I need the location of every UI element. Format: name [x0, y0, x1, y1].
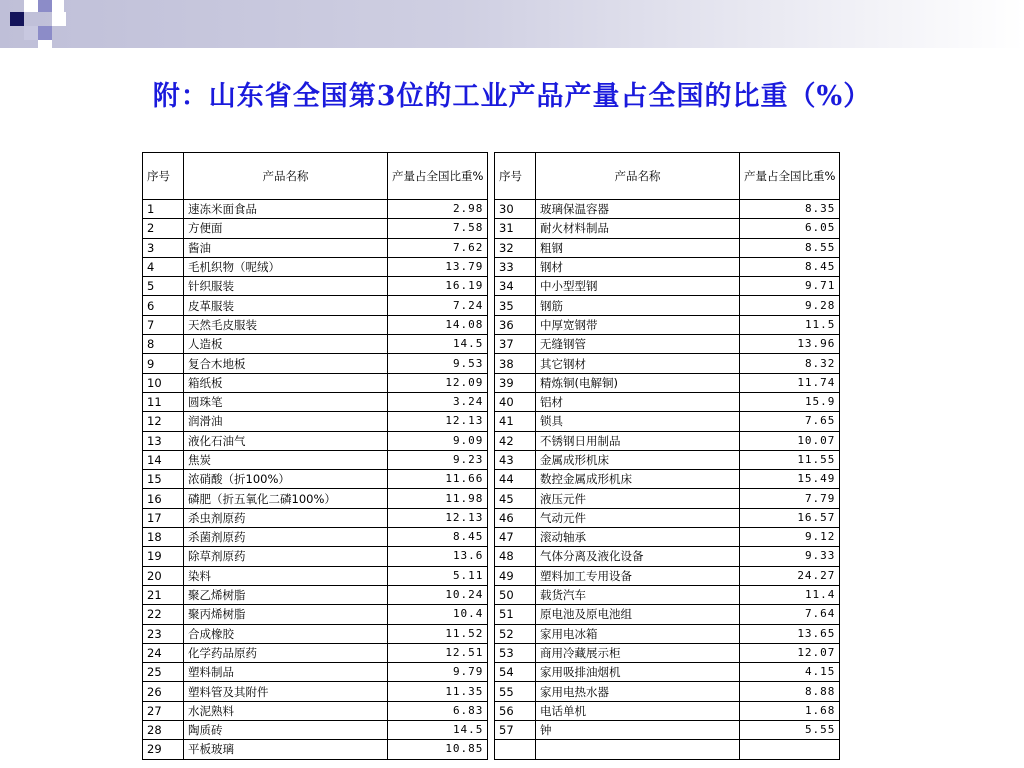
product-name: 中厚宽钢带 — [536, 315, 740, 334]
row-number: 19 — [143, 547, 184, 566]
product-name: 气体分离及液化设备 — [536, 547, 740, 566]
share-value: 12.13 — [388, 412, 488, 431]
product-name: 家用电冰箱 — [536, 624, 740, 643]
row-number: 46 — [495, 508, 536, 527]
product-name: 塑料加工专用设备 — [536, 566, 740, 585]
product-name: 聚丙烯树脂 — [184, 605, 388, 624]
share-value: 5.11 — [388, 566, 488, 585]
table-row — [143, 450, 488, 469]
row-number: 23 — [143, 624, 184, 643]
product-name: 耐火材料制品 — [536, 219, 740, 238]
table-row — [143, 373, 488, 392]
table-row — [143, 470, 488, 489]
table-header-row — [143, 153, 488, 200]
share-value: 16.19 — [388, 277, 488, 296]
table-row — [495, 335, 840, 354]
table-row — [143, 257, 488, 276]
table-row — [143, 566, 488, 585]
row-number: 53 — [495, 643, 536, 662]
table-row — [495, 566, 840, 585]
share-value: 13.65 — [740, 624, 840, 643]
header-gradient-bar — [0, 0, 1024, 48]
row-number: 34 — [495, 277, 536, 296]
share-value — [740, 740, 840, 759]
table-row — [143, 528, 488, 547]
share-value: 3.24 — [388, 392, 488, 411]
product-name: 家用电热水器 — [536, 682, 740, 701]
share-value: 11.5 — [740, 315, 840, 334]
decor-square-mid2 — [38, 26, 52, 40]
share-value: 7.58 — [388, 219, 488, 238]
table-row — [143, 335, 488, 354]
row-number: 29 — [143, 740, 184, 759]
product-name: 人造板 — [184, 335, 388, 354]
share-value: 24.27 — [740, 566, 840, 585]
decor-square-mid — [38, 0, 52, 12]
row-number: 9 — [143, 354, 184, 373]
product-name: 粗钢 — [536, 238, 740, 257]
table-row — [143, 489, 488, 508]
product-name: 金属成形机床 — [536, 450, 740, 469]
table-row — [143, 277, 488, 296]
row-number: 22 — [143, 605, 184, 624]
table-row — [143, 315, 488, 334]
row-number: 50 — [495, 585, 536, 604]
row-number: 1 — [143, 200, 184, 219]
share-value: 15.49 — [740, 470, 840, 489]
table-row — [495, 277, 840, 296]
row-number: 20 — [143, 566, 184, 585]
share-value: 8.55 — [740, 238, 840, 257]
decor-square-white — [24, 0, 38, 12]
product-name: 原电池及原电池组 — [536, 605, 740, 624]
share-value: 13.79 — [388, 257, 488, 276]
share-value: 9.28 — [740, 296, 840, 315]
share-value: 11.98 — [388, 489, 488, 508]
table-row — [143, 431, 488, 450]
share-value: 11.35 — [388, 682, 488, 701]
row-number: 52 — [495, 624, 536, 643]
product-name: 杀菌剂原药 — [184, 528, 388, 547]
share-value: 10.4 — [388, 605, 488, 624]
table-row — [143, 721, 488, 740]
share-value: 9.23 — [388, 450, 488, 469]
row-number: 8 — [143, 335, 184, 354]
table-row — [143, 219, 488, 238]
table-row — [495, 643, 840, 662]
table-row — [143, 392, 488, 411]
row-number: 54 — [495, 663, 536, 682]
table-row — [495, 740, 840, 759]
share-value: 10.24 — [388, 585, 488, 604]
decor-square-dark — [10, 12, 24, 26]
decor-square-white3 — [52, 12, 66, 26]
decor-square-light — [24, 26, 38, 40]
decor-square-white2 — [52, 0, 64, 12]
product-name: 水泥熟料 — [184, 701, 388, 720]
share-value: 12.13 — [388, 508, 488, 527]
product-name: 复合木地板 — [184, 354, 388, 373]
table-row — [495, 489, 840, 508]
table-row — [495, 450, 840, 469]
share-value: 11.55 — [740, 450, 840, 469]
product-name: 圆珠笔 — [184, 392, 388, 411]
table-row — [495, 373, 840, 392]
share-value: 9.09 — [388, 431, 488, 450]
row-number: 44 — [495, 470, 536, 489]
table-row — [495, 701, 840, 720]
row-number: 45 — [495, 489, 536, 508]
product-name: 铝材 — [536, 392, 740, 411]
table-row — [495, 585, 840, 604]
share-value: 15.9 — [740, 392, 840, 411]
table-row — [143, 624, 488, 643]
row-number: 55 — [495, 682, 536, 701]
product-name: 除草剂原药 — [184, 547, 388, 566]
product-name: 酱油 — [184, 238, 388, 257]
table-row — [143, 740, 488, 759]
row-number: 27 — [143, 701, 184, 720]
row-number: 41 — [495, 412, 536, 431]
row-number: 24 — [143, 643, 184, 662]
table-row — [495, 431, 840, 450]
share-value: 4.15 — [740, 663, 840, 682]
row-number: 11 — [143, 392, 184, 411]
row-number: 6 — [143, 296, 184, 315]
product-name: 合成橡胶 — [184, 624, 388, 643]
share-value: 14.5 — [388, 721, 488, 740]
table-row — [495, 257, 840, 276]
product-name: 塑料管及其附件 — [184, 682, 388, 701]
row-number: 30 — [495, 200, 536, 219]
share-value: 9.12 — [740, 528, 840, 547]
header-no: 序号 — [495, 153, 536, 200]
share-value: 13.6 — [388, 547, 488, 566]
header-name: 产品名称 — [536, 153, 740, 200]
header-no: 序号 — [143, 153, 184, 200]
table-row — [143, 296, 488, 315]
table-row — [495, 200, 840, 219]
share-value: 16.57 — [740, 508, 840, 527]
row-number: 4 — [143, 257, 184, 276]
table-row — [495, 238, 840, 257]
share-value: 11.52 — [388, 624, 488, 643]
table-row — [495, 412, 840, 431]
share-value: 9.71 — [740, 277, 840, 296]
product-name: 载货汽车 — [536, 585, 740, 604]
product-name: 塑料制品 — [184, 663, 388, 682]
row-number: 32 — [495, 238, 536, 257]
product-name: 精炼铜(电解铜) — [536, 373, 740, 392]
product-name: 针织服装 — [184, 277, 388, 296]
share-value: 10.07 — [740, 431, 840, 450]
table-row — [143, 238, 488, 257]
product-name: 平板玻璃 — [184, 740, 388, 759]
row-number: 25 — [143, 663, 184, 682]
share-value: 5.55 — [740, 721, 840, 740]
table-row — [143, 701, 488, 720]
product-name: 化学药品原药 — [184, 643, 388, 662]
table-row — [143, 605, 488, 624]
share-value: 12.51 — [388, 643, 488, 662]
share-value: 7.64 — [740, 605, 840, 624]
table-row — [495, 624, 840, 643]
row-number: 7 — [143, 315, 184, 334]
header-name: 产品名称 — [184, 153, 388, 200]
table-row — [143, 682, 488, 701]
table-row — [143, 643, 488, 662]
table-header-row — [495, 153, 840, 200]
product-name: 玻璃保温容器 — [536, 200, 740, 219]
page-title: 附：山东省全国第3位的工业产品产量占全国的比重（%） — [152, 81, 872, 112]
row-number: 48 — [495, 547, 536, 566]
product-name: 天然毛皮服装 — [184, 315, 388, 334]
row-number: 14 — [143, 450, 184, 469]
table-row — [143, 354, 488, 373]
product-name: 液化石油气 — [184, 431, 388, 450]
row-number: 40 — [495, 392, 536, 411]
table-row — [495, 392, 840, 411]
share-value: 11.74 — [740, 373, 840, 392]
share-value: 11.4 — [740, 585, 840, 604]
row-number: 39 — [495, 373, 536, 392]
row-number: 16 — [143, 489, 184, 508]
product-name: 气动元件 — [536, 508, 740, 527]
share-value: 2.98 — [388, 200, 488, 219]
row-number: 2 — [143, 219, 184, 238]
share-value: 9.53 — [388, 354, 488, 373]
row-number: 42 — [495, 431, 536, 450]
product-name: 滚动轴承 — [536, 528, 740, 547]
product-name: 数控金属成形机床 — [536, 470, 740, 489]
share-value: 6.83 — [388, 701, 488, 720]
share-value: 8.45 — [740, 257, 840, 276]
table-row — [495, 219, 840, 238]
row-number: 12 — [143, 412, 184, 431]
row-number: 56 — [495, 701, 536, 720]
table-row — [143, 547, 488, 566]
row-number: 18 — [143, 528, 184, 547]
row-number: 47 — [495, 528, 536, 547]
share-value: 8.45 — [388, 528, 488, 547]
row-number: 36 — [495, 315, 536, 334]
share-value: 8.35 — [740, 200, 840, 219]
row-number: 13 — [143, 431, 184, 450]
share-value: 10.85 — [388, 740, 488, 759]
table-row — [143, 412, 488, 431]
table-row — [495, 605, 840, 624]
row-number: 21 — [143, 585, 184, 604]
product-name: 杀虫剂原药 — [184, 508, 388, 527]
product-name: 钢材 — [536, 257, 740, 276]
row-number: 51 — [495, 605, 536, 624]
decor-square-white4 — [38, 40, 52, 48]
share-value: 11.66 — [388, 470, 488, 489]
product-name: 毛机织物（呢绒） — [184, 257, 388, 276]
row-number: 57 — [495, 721, 536, 740]
product-name: 染料 — [184, 566, 388, 585]
share-value: 8.32 — [740, 354, 840, 373]
row-number: 49 — [495, 566, 536, 585]
product-name: 钟 — [536, 721, 740, 740]
table-row — [495, 547, 840, 566]
product-name: 不锈钢日用制品 — [536, 431, 740, 450]
share-value: 1.68 — [740, 701, 840, 720]
share-value: 7.62 — [388, 238, 488, 257]
table-row — [495, 470, 840, 489]
row-number: 33 — [495, 257, 536, 276]
product-name: 磷肥（折五氧化二磷100%） — [184, 489, 388, 508]
row-number — [495, 740, 536, 759]
row-number: 38 — [495, 354, 536, 373]
product-name: 陶质砖 — [184, 721, 388, 740]
right-table — [494, 152, 840, 760]
row-number: 37 — [495, 335, 536, 354]
product-name: 电话单机 — [536, 701, 740, 720]
product-name: 无缝钢管 — [536, 335, 740, 354]
share-value: 12.09 — [388, 373, 488, 392]
table-row — [495, 315, 840, 334]
table-row — [495, 508, 840, 527]
product-name: 家用吸排油烟机 — [536, 663, 740, 682]
share-value: 7.65 — [740, 412, 840, 431]
row-number: 26 — [143, 682, 184, 701]
table-row — [143, 585, 488, 604]
product-name: 聚乙烯树脂 — [184, 585, 388, 604]
share-value: 9.79 — [388, 663, 488, 682]
product-name: 其它钢材 — [536, 354, 740, 373]
product-name: 速冻米面食品 — [184, 200, 388, 219]
product-name: 锁具 — [536, 412, 740, 431]
table-row — [143, 663, 488, 682]
table-row — [143, 200, 488, 219]
row-number: 3 — [143, 238, 184, 257]
header-share: 产量占全国比重% — [388, 153, 488, 200]
product-name: 焦炭 — [184, 450, 388, 469]
share-value: 14.5 — [388, 335, 488, 354]
product-name: 液压元件 — [536, 489, 740, 508]
product-name: 浓硝酸（折100%） — [184, 470, 388, 489]
product-name: 皮革服装 — [184, 296, 388, 315]
row-number: 5 — [143, 277, 184, 296]
table-row — [495, 721, 840, 740]
share-value: 6.05 — [740, 219, 840, 238]
share-value: 14.08 — [388, 315, 488, 334]
product-name: 方便面 — [184, 219, 388, 238]
share-value: 7.24 — [388, 296, 488, 315]
table-row — [495, 663, 840, 682]
product-name: 中小型型钢 — [536, 277, 740, 296]
share-value: 9.33 — [740, 547, 840, 566]
share-value: 13.96 — [740, 335, 840, 354]
product-name — [536, 740, 740, 759]
table-row — [495, 528, 840, 547]
table-row — [495, 354, 840, 373]
table-row — [495, 296, 840, 315]
table-row — [495, 682, 840, 701]
product-name: 润滑油 — [184, 412, 388, 431]
share-value: 12.07 — [740, 643, 840, 662]
row-number: 15 — [143, 470, 184, 489]
row-number: 43 — [495, 450, 536, 469]
row-number: 35 — [495, 296, 536, 315]
share-value: 7.79 — [740, 489, 840, 508]
product-name: 箱纸板 — [184, 373, 388, 392]
row-number: 31 — [495, 219, 536, 238]
product-name: 商用冷藏展示柜 — [536, 643, 740, 662]
row-number: 28 — [143, 721, 184, 740]
row-number: 17 — [143, 508, 184, 527]
left-table — [142, 152, 488, 760]
share-value: 8.88 — [740, 682, 840, 701]
product-name: 钢筋 — [536, 296, 740, 315]
row-number: 10 — [143, 373, 184, 392]
table-row — [143, 508, 488, 527]
header-share: 产量占全国比重% — [740, 153, 840, 200]
